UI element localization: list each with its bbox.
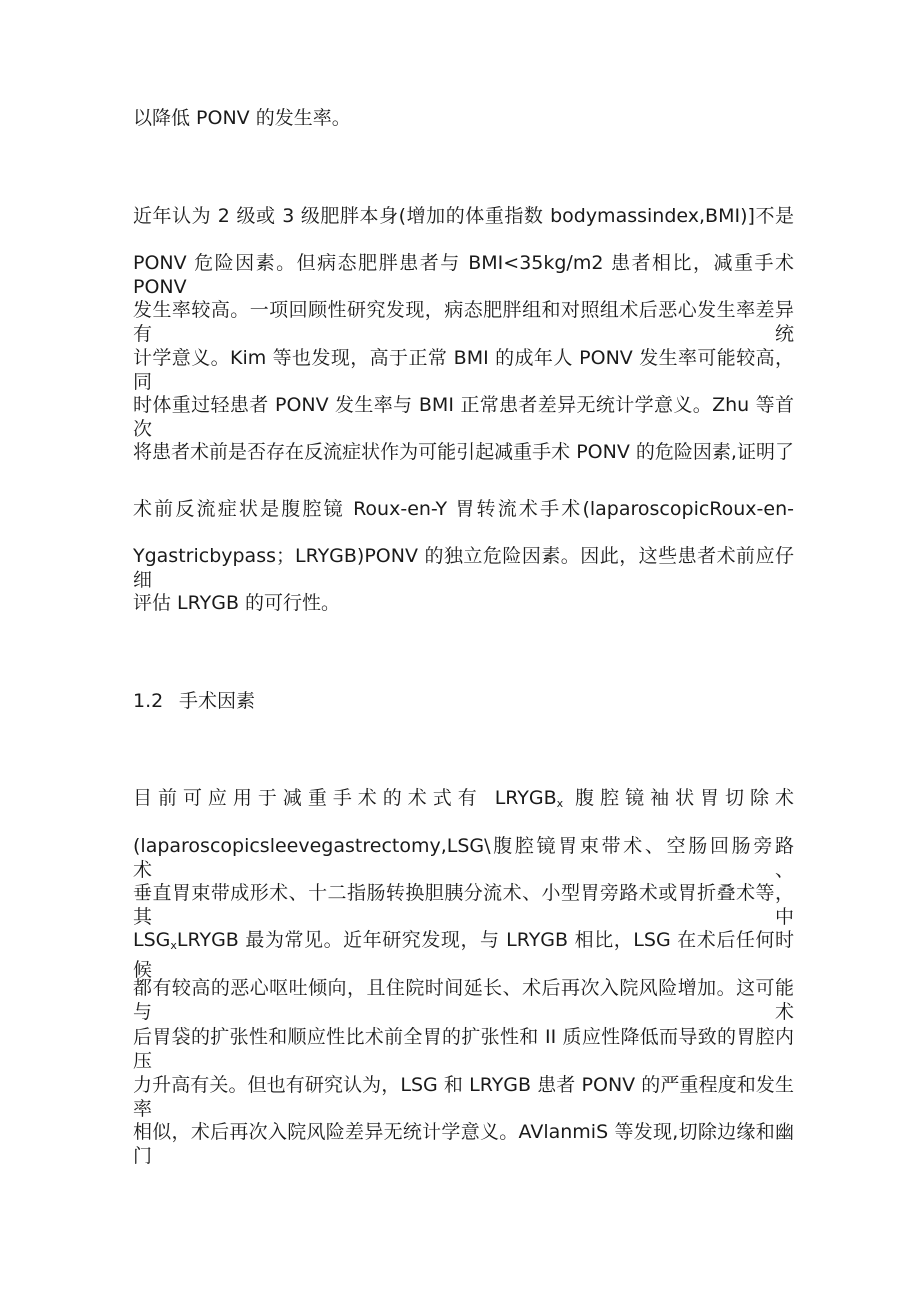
paragraph-line: 发生率较高。一项回顾性研究发现，病态肥胖组和对照组术后恶心发生率差异有统 [133, 299, 794, 345]
paragraph-line: PONV 危险因素。但病态肥胖患者与 BMI<35kg∕m2 患者相比，减重手术 PONV [133, 252, 794, 298]
paragraph-line: Ygastricbypass；LRYGB)PONV 的独立危险因素。因此，这些患者术前应仔细 [133, 545, 794, 591]
paragraph-line: 相似，术后再次入院风险差异无统计学意义。AVlanmiS 等发现,切除边缘和幽门 [133, 1121, 794, 1167]
text-run: LSG [133, 929, 171, 951]
paragraph-line [133, 786, 794, 816]
paragraph-line: 力升高有关。但也有研究认为，LSG 和 LRYGB 患者 PONV 的严重程度和发生率 [133, 1074, 794, 1120]
paragraph-line: 近年认为 2 级或 3 级肥胖本身(增加的体重指数 bodymassindex,BMI)]不是 [133, 205, 794, 227]
paragraph-line: 评估 LRYGB 的可行性。 [133, 592, 341, 614]
section-heading [133, 689, 255, 713]
paragraph-line [133, 928, 794, 982]
paragraph-line: 垂直胃束带成形术、十二指肠转换胆胰分流术、小型胃旁路术或胃折叠术等，其中 [133, 882, 794, 928]
text-run: 腹腔镜袖状胃切除术 [563, 787, 794, 809]
subscript: x [170, 939, 177, 952]
paragraph-line: 计学意义。Kim 等也发现，高于正常 BMI 的成年人 PONV 发生率可能较高，同 [133, 347, 794, 393]
paragraph-line: 后胃袋的扩张性和顺应性比术前全胃的扩张性和 II 质应性降低而导致的胃腔内压 [133, 1026, 794, 1072]
paragraph-line: 时体重过轻患者 PONV 发生率与 BMI 正常患者差异无统计学意义。Zhu 等首次 [133, 394, 794, 440]
section-title: 手术因素 [179, 690, 256, 712]
paragraph-line: 术前反流症状是腹腔镜 Roux-en-Y 胃转流术手术(laparoscopicRoux-en- [133, 498, 794, 520]
paragraph-line: 都有较高的恶心呕吐倾向，且住院时间延长、术后再次入院风险增加。这可能与术 [133, 977, 794, 1023]
paragraph-line: 以降低 PONV 的发生率。 [133, 107, 351, 129]
section-number: 1.2 [133, 690, 164, 712]
subscript: x [556, 797, 564, 810]
text-run: 目前可应用于减重手术的术式有 LRYGB [133, 787, 557, 809]
paragraph-line: 将患者术前是否存在反流症状作为可能引起减重手术 PONV 的危险因素,证明了 [133, 441, 794, 463]
paragraph-line: (laparoscopicsleevegastrectomy,LSG\腹腔镜胃束带术、空肠回肠旁路术、 [133, 835, 794, 881]
text-run: LRYGB 最为常见。近年研究发现，与 LRYGB 相比，LSG 在术后任何时候 [133, 929, 794, 981]
